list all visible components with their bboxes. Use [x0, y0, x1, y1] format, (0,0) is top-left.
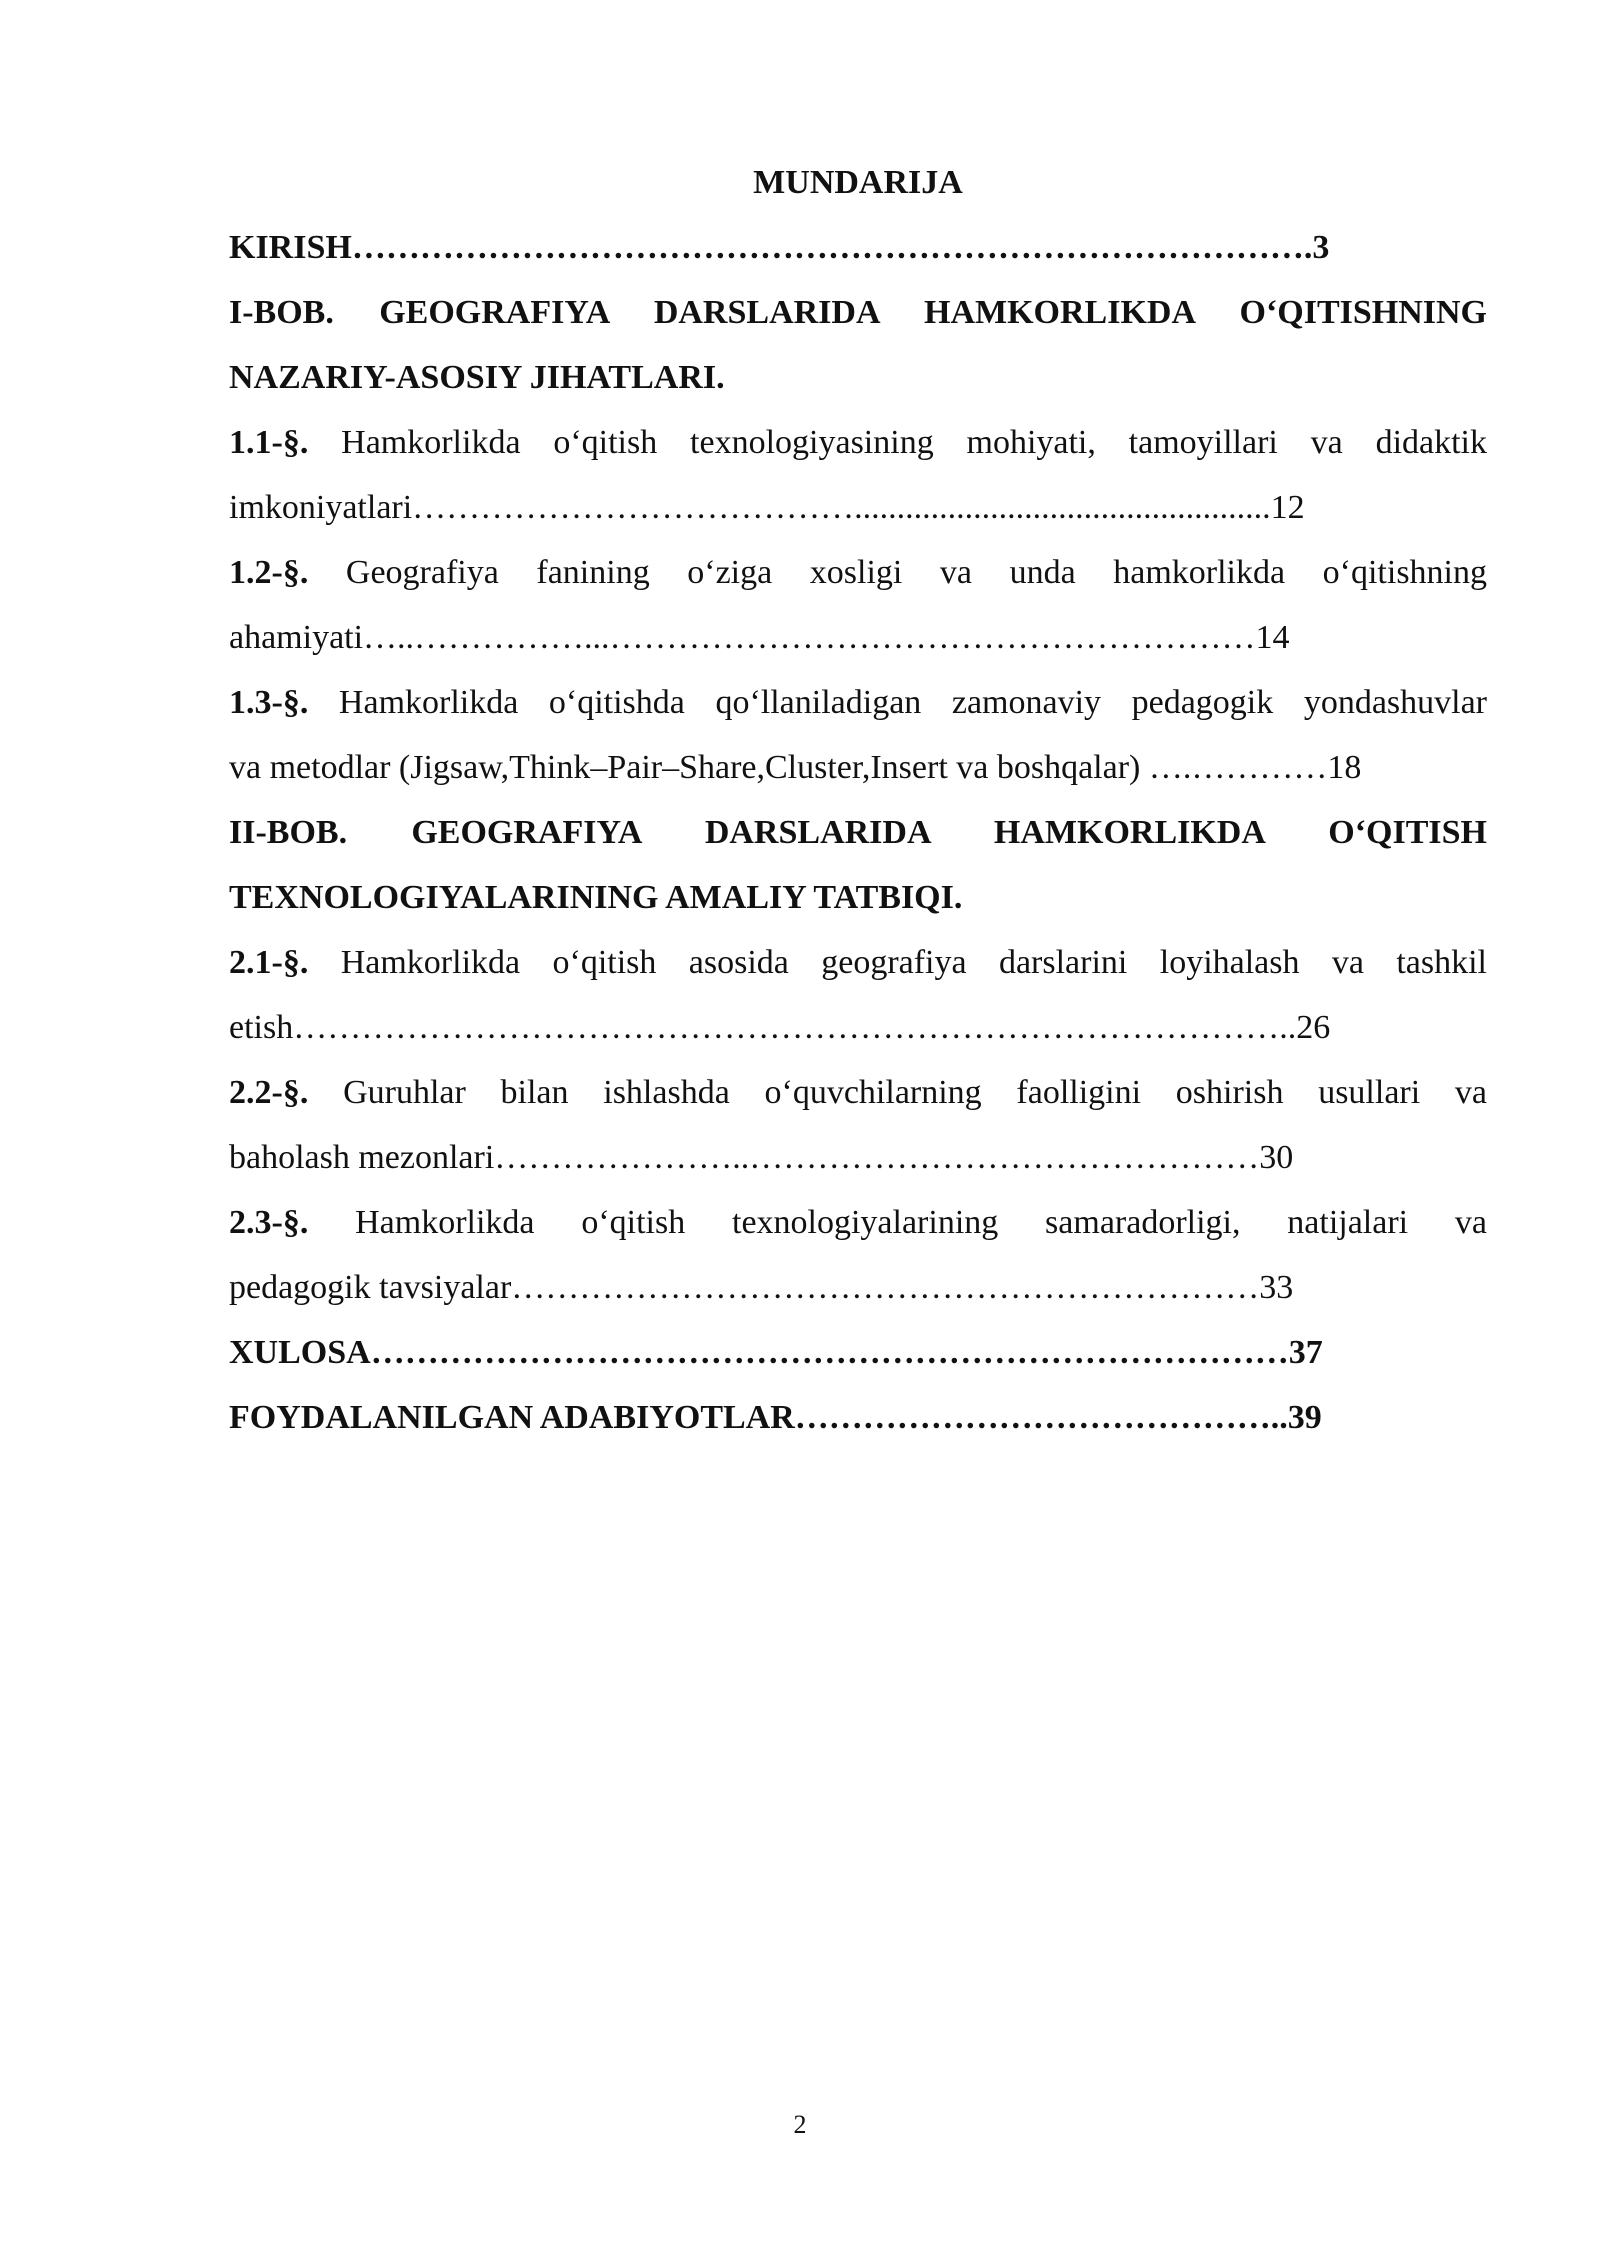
section-title: Hamkorlikda o‘qitish texnologiyalarining samaradorligi, natijalari va	[355, 1204, 1487, 1241]
toc-chapter-2-line-1: II-BOB. GEOGRAFIYA DARSLARIDA HAMKORLIKDA O‘QITISH	[229, 814, 1487, 851]
toc-section-2-1-line-1	[229, 930, 1487, 995]
toc-section-2-3-line-1	[229, 1190, 1487, 1255]
toc-section-2-1-line-2: etish……………………………………………………………………………..26	[229, 1009, 1331, 1046]
toc-entry-adabiyotlar: FOYDALANILGAN ADABIYOTLAR……………………………………..39	[229, 1399, 1322, 1436]
section-number: 2.3-§.	[229, 1204, 309, 1241]
section-number: 2.1-§.	[229, 944, 309, 981]
toc-section-1-3-line-2: va metodlar (Jigsaw,Think–Pair–Share,Cluster,Insert va boshqalar) ….…………18	[229, 749, 1362, 786]
toc-section-2-2-line-2: baholash mezonlari…………………..………………………………………30	[229, 1139, 1294, 1176]
toc-section-1-1-line-2: imkoniyatlari………………………………….................................................12	[229, 489, 1305, 526]
toc-chapter-1-line-2: NAZARIY-ASOSIY JIHATLARI.	[229, 359, 725, 396]
section-title: Hamkorlikda o‘qitish texnologiyasining mohiyati, tamoyillari va didaktik	[341, 424, 1487, 461]
toc-section-1-3-line-1	[229, 670, 1487, 735]
toc-chapter-2-line-2: TEXNOLOGIYALARINING AMALIY TATBIQI.	[229, 879, 963, 916]
toc-entry-xulosa: XULOSA………………………………………………………………………37	[229, 1334, 1323, 1371]
toc-section-1-2-line-1	[229, 540, 1487, 605]
toc-section-1-1-line-1	[229, 410, 1487, 475]
toc-entry-kirish: KIRISH………………………………………………………………………….3	[229, 229, 1330, 266]
toc-section-2-2-line-1	[229, 1060, 1487, 1125]
section-title: Geografiya fanining o‘ziga xosligi va unda hamkorlikda o‘qitishning	[345, 554, 1487, 591]
table-of-contents	[229, 150, 1487, 1450]
section-title: Hamkorlikda o‘qitish asosida geografiya darslarini loyihalash va tashkil	[340, 944, 1487, 981]
section-number: 2.2-§.	[229, 1074, 309, 1111]
toc-chapter-1-line-1: I-BOB. GEOGRAFIYA DARSLARIDA HAMKORLIKDA O‘QITISHNING	[229, 294, 1487, 331]
section-title: Hamkorlikda o‘qitishda qo‘llaniladigan zamonaviy pedagogik yondashuvlar	[338, 684, 1487, 721]
section-number: 1.3-§.	[229, 684, 309, 721]
toc-section-1-2-line-2: ahamiyati…..……………...…………………………………………………14	[229, 619, 1290, 656]
toc-title: MUNDARIJA	[753, 164, 963, 201]
section-number: 1.2-§.	[229, 554, 309, 591]
page-number: 2	[793, 2110, 807, 2139]
section-number: 1.1-§.	[229, 424, 309, 461]
section-title: Guruhlar bilan ishlashda o‘quvchilarning faolligini oshirish usullari va	[343, 1074, 1487, 1111]
toc-section-2-3-line-2: pedagogik tavsiyalar…………………………………………………………33	[229, 1269, 1294, 1306]
